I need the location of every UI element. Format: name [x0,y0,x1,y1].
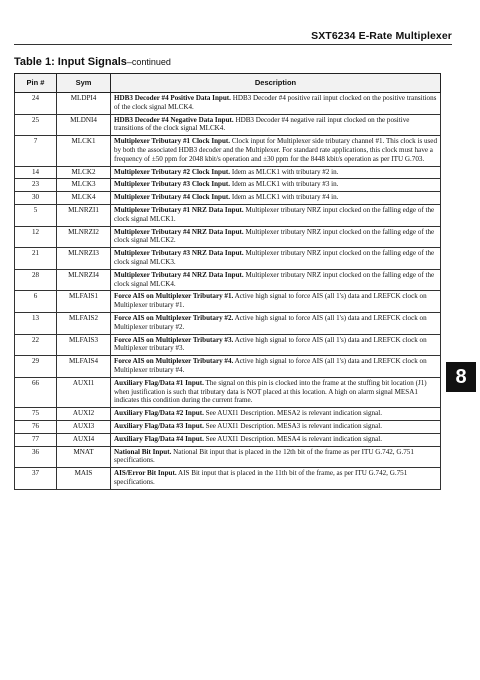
symbol-cell: MLNRZI4 [57,269,111,291]
symbol-cell: MLNRZI3 [57,248,111,270]
pin-cell: 29 [15,356,57,378]
signal-description-text: See AUXI1 Description. MESA4 is relevant indication signal. [203,434,382,443]
symbol-cell: MAIS [57,468,111,490]
pin-cell: 77 [15,433,57,446]
pin-cell: 14 [15,166,57,179]
symbol-cell: AUXI3 [57,420,111,433]
table-row [15,408,441,421]
pin-cell: 12 [15,226,57,248]
pin-cell: 66 [15,377,57,407]
table-row [15,114,441,136]
column-header-pin: Pin # [15,74,57,93]
symbol-cell: MLNRZI2 [57,226,111,248]
table-row [15,377,441,407]
table-row [15,179,441,192]
signal-description-text: Idem as MLCK1 with tributary #2 in. [230,167,339,176]
signal-description-text: HDB3 Decoder #4 positive rail input clocked on the positive transitions of the clock signal MLCK4. [114,94,437,111]
pin-cell: 23 [15,179,57,192]
table-row [15,433,441,446]
description-cell [111,204,441,226]
description-cell [111,166,441,179]
description-cell [111,136,441,166]
signal-description-text: See AUXI1 Description. MESA2 is relevant indication signal. [203,409,382,418]
symbol-cell: MLDPI4 [57,93,111,115]
table-row [15,248,441,270]
table-body [15,93,441,490]
description-cell [111,192,441,205]
pin-cell: 37 [15,468,57,490]
symbol-cell: MLFAIS3 [57,334,111,356]
table-row [15,204,441,226]
table-row [15,420,441,433]
signal-name: HDB3 Decoder #4 Negative Data Input. [114,115,234,124]
symbol-cell: MLCK1 [57,136,111,166]
signal-description-text: Multiplexer tributary NRZ input clocked on the falling edge of the clock signal MLCK2. [114,227,435,245]
signal-description-text: Active high signal to force AIS (all 1's) data and LREFCK clock on Multiplexer tributary #2. [114,313,427,331]
description-cell [111,226,441,248]
table-row [15,468,441,490]
table-row [15,226,441,248]
signal-name: HDB3 Decoder #4 Positive Data Input. [114,94,231,102]
table-row [15,269,441,291]
description-cell [111,408,441,421]
section-tab-marker: 8 [446,362,476,392]
signal-name: AIS/Error Bit Input. [114,469,177,478]
pin-cell: 30 [15,192,57,205]
description-cell [111,291,441,313]
table-row [15,356,441,378]
signal-name: Multiplexer Tributary #3 NRZ Data Input. [114,249,244,258]
description-cell [111,334,441,356]
signal-name: Multiplexer Tributary #1 Clock Input. [114,137,231,146]
description-cell [111,114,441,136]
table-row [15,446,441,468]
signal-description-text: Multiplexer tributary NRZ input clocked on the falling edge of the clock signal MLCK1. [114,205,435,223]
signal-description-text: Active high signal to force AIS (all 1's) data and LREFCK clock on Multiplexer tributary #1. [114,292,427,310]
signal-description-text: Idem as MLCK1 with tributary #3 in. [230,180,339,189]
signal-name: Auxiliary Flag/Data #4 Input. [114,434,204,443]
pin-cell: 25 [15,114,57,136]
signal-description-text: Multiplexer tributary NRZ input clocked on the falling edge of the clock signal MLCK3. [114,249,435,266]
symbol-cell: AUXI2 [57,408,111,421]
signal-name: Multiplexer Tributary #3 Clock Input. [114,180,231,189]
signal-description-text: The signal on this pin is clocked into the frame at the stuffing bit location (J1) when justification is such that tributary data is NOT placed at this location. A high on alarm signal MESA1 indicates this condition during the current frame. [114,378,427,405]
signal-name: Force AIS on Multiplexer Tributary #1. [114,292,234,301]
pin-cell: 6 [15,291,57,313]
column-header-sym: Sym [57,74,111,93]
signal-description-text: National Bit input that is placed in the 12th bit of the frame as per ITU G.742, G.751 specifications. [114,447,414,465]
description-cell [111,269,441,291]
description-cell [111,468,441,490]
description-cell [111,446,441,468]
signal-description-text: AIS Bit input that is placed in the 11th bit of the frame, as per ITU G.742, G.751 specifications. [114,469,408,486]
pin-cell: 22 [15,334,57,356]
symbol-cell: MLFAIS2 [57,312,111,334]
symbol-cell: AUXI1 [57,377,111,407]
signal-name: Force AIS on Multiplexer Tributary #4. [114,357,234,366]
pin-cell: 7 [15,136,57,166]
signal-description-text: Idem as MLCK1 with tributary #4 in. [230,193,339,202]
description-cell [111,248,441,270]
symbol-cell: MLFAIS4 [57,356,111,378]
table-row [15,136,441,166]
header-divider [14,44,452,45]
table-row [15,312,441,334]
table-row [15,192,441,205]
signal-description-text: Multiplexer tributary NRZ input clocked on the falling edge of the clock signal MLCK4. [114,270,435,288]
symbol-cell: MLCK3 [57,179,111,192]
symbol-cell: MLCK2 [57,166,111,179]
signal-description-text: Clock input for Multiplexer side tributary channel #1. This clock is used by both the associated HDB3 decoder and the Multiplexer. For standard rate applications, this clock must have a frequency of ±50 ppm for 2048 kbit/s operation and ±30 ppm for the 8448 kbit/s operation as per ITU G.703. [114,137,438,163]
signal-name: Multiplexer Tributary #4 NRZ Data Input. [114,227,244,236]
symbol-cell: MNAT [57,446,111,468]
pin-cell: 36 [15,446,57,468]
signal-name: National Bit Input. [114,447,172,456]
input-signals-table [14,73,441,490]
signal-description-text: See AUXI1 Description. MESA3 is relevant indication signal. [203,421,382,430]
table-caption [14,56,171,68]
pin-cell: 5 [15,204,57,226]
symbol-cell: MLNRZI1 [57,204,111,226]
document-header-title: SXT6234 E-Rate Multiplexer [311,30,452,42]
pin-cell: 21 [15,248,57,270]
description-cell [111,377,441,407]
column-header-description: Description [111,74,441,93]
symbol-cell: MLCK4 [57,192,111,205]
pin-cell: 28 [15,269,57,291]
table-row [15,334,441,356]
description-cell [111,356,441,378]
signal-name: Auxiliary Flag/Data #2 Input. [114,409,204,418]
pin-cell: 76 [15,420,57,433]
signal-description-text: Active high signal to force AIS (all 1's) data and LREFCK clock on Multiplexer tributary #3. [114,335,427,353]
description-cell [111,93,441,115]
pin-cell: 13 [15,312,57,334]
signal-name: Multiplexer Tributary #1 NRZ Data Input. [114,205,244,214]
signal-description-text: Active high signal to force AIS (all 1's) data and LREFCK clock on Multiplexer tributary #4. [114,357,427,374]
signal-name: Multiplexer Tributary #4 NRZ Data Input. [114,270,244,279]
table-row [15,291,441,313]
table-row [15,166,441,179]
description-cell [111,312,441,334]
signal-description-text: HDB3 Decoder #4 negative rail input clocked on the positive transitions of the clock signal MLCK4. [114,115,410,133]
signal-name: Auxiliary Flag/Data #1 Input. [114,378,204,387]
pin-cell: 24 [15,93,57,115]
signal-name: Force AIS on Multiplexer Tributary #2. [114,313,234,322]
description-cell [111,420,441,433]
table-caption-title: Table 1: Input Signals [14,56,127,68]
table-caption-continued: –continued [126,57,171,67]
signal-name: Multiplexer Tributary #2 Clock Input. [114,167,231,176]
table-row [15,93,441,115]
description-cell [111,179,441,192]
signal-name: Force AIS on Multiplexer Tributary #3. [114,335,234,344]
description-cell [111,433,441,446]
signal-name: Auxiliary Flag/Data #3 Input. [114,421,204,430]
symbol-cell: MLDNI4 [57,114,111,136]
symbol-cell: MLFAIS1 [57,291,111,313]
signal-name: Multiplexer Tributary #4 Clock Input. [114,193,231,202]
pin-cell: 75 [15,408,57,421]
table-header-row [15,74,441,93]
symbol-cell: AUXI4 [57,433,111,446]
